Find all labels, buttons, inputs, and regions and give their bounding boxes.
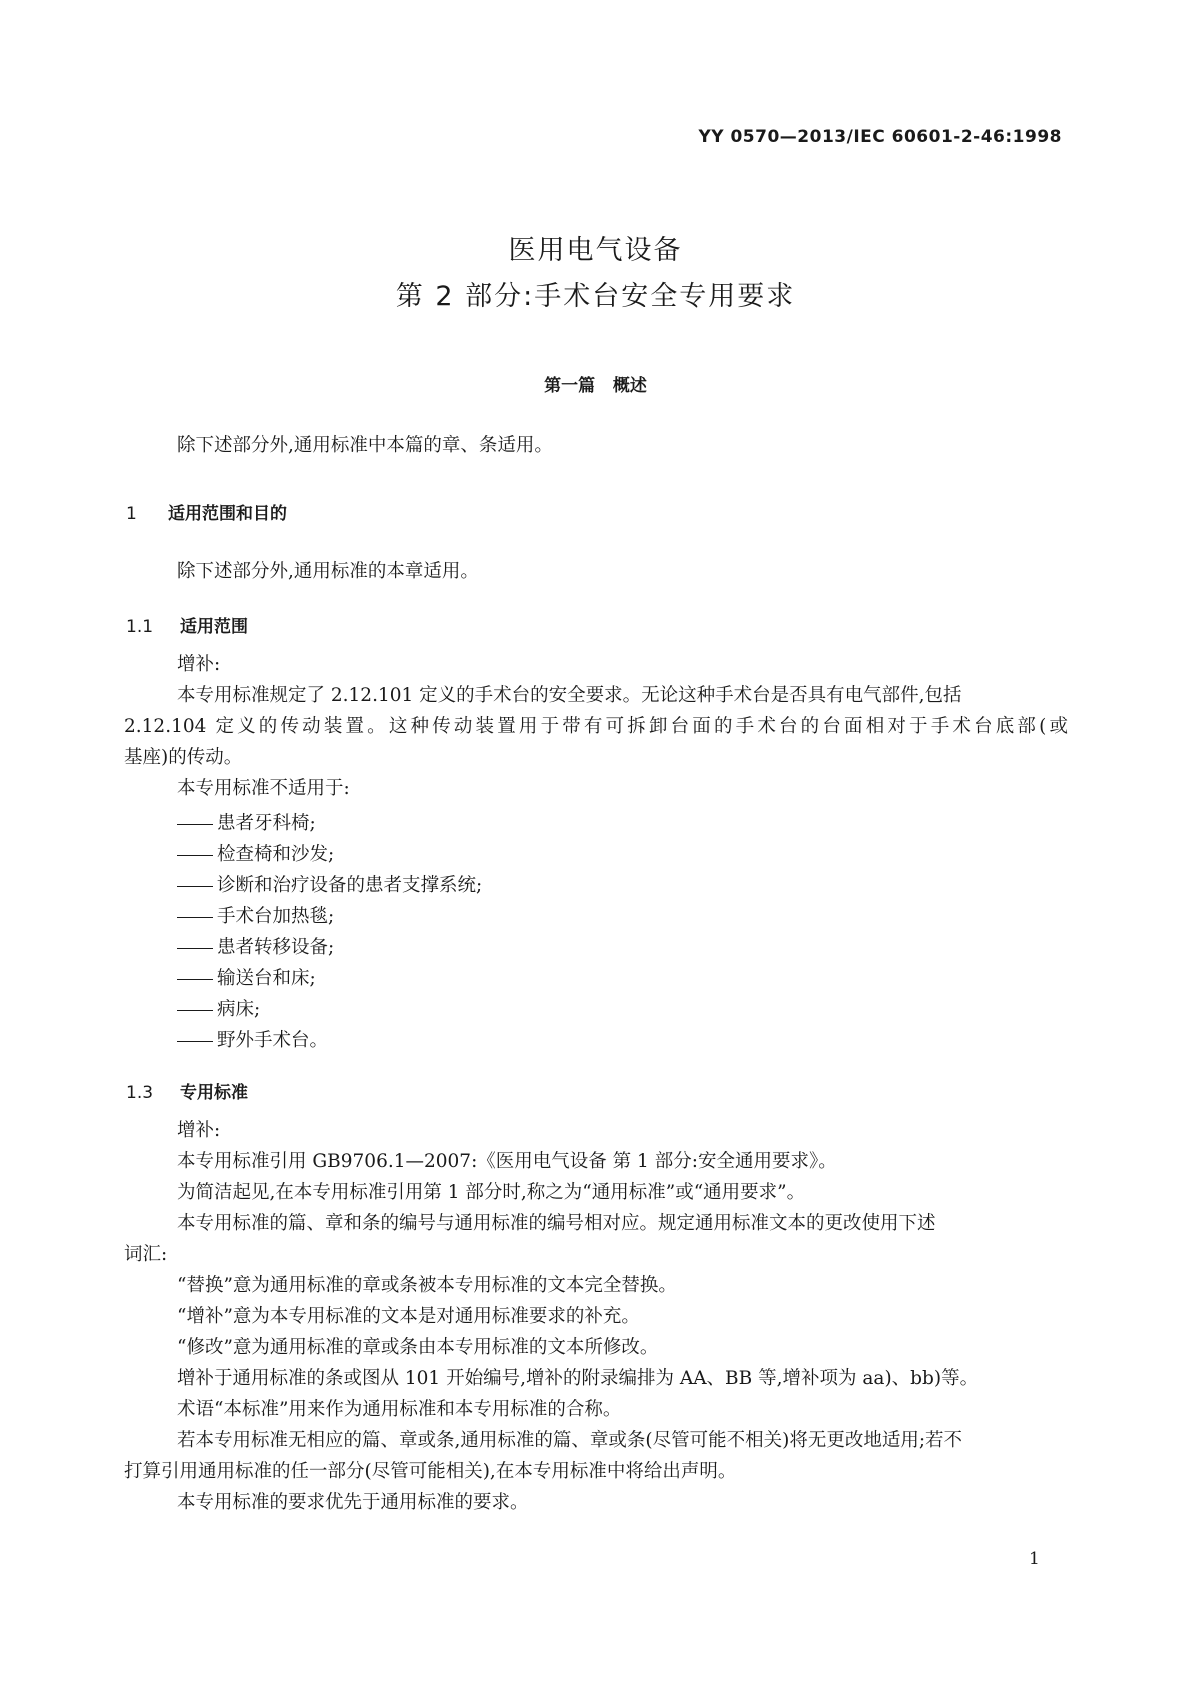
exclusion-text: 患者牙科椅; [217,813,316,834]
section-1-1-title: 适用范围 [180,617,248,637]
section-1-3-line: 本专用标准引用 GB9706.1—2007:《医用电气设备 第 1 部分:安全通用要求》。 [177,1151,837,1172]
dash-marker [177,814,217,835]
dash-marker [177,907,217,928]
standard-code: YY 0570—2013/IEC 60601-2-46:1998 [698,127,1062,147]
dash-marker [177,969,217,990]
section-1-3-line: 词汇: [124,1244,168,1265]
section-1-3-line: 打算引用通用标准的任一部分(尽管可能相关),在本专用标准中将给出声明。 [124,1461,737,1482]
exclusion-item [177,1026,328,1052]
section-1-3-line: 为简洁起见,在本专用标准引用第 1 部分时,称之为“通用标准”或“通用要求”。 [177,1182,806,1203]
section-1-1-para-line-3: 基座)的传动。 [124,747,243,768]
exclusion-text: 输送台和床; [217,968,316,989]
section-1-3-number: 1.3 [126,1083,154,1103]
section-1-3-line: 若本专用标准无相应的篇、章或条,通用标准的篇、章或条(尽管可能不相关)将无更改地适用;若不 [177,1430,963,1451]
section-1-text: 除下述部分外,通用标准的本章适用。 [177,561,479,582]
section-1-1-number: 1.1 [126,617,154,637]
exclusion-text: 诊断和治疗设备的患者支撑系统; [217,875,483,896]
section-1-3-line: 增补于通用标准的条或图从 101 开始编号,增补的附录编排为 AA、BB 等,增补项为 aa)、bb)等。 [177,1368,979,1389]
section-1-3-title: 专用标准 [180,1083,248,1103]
section-1-3-line: “增补”意为本专用标准的文本是对通用标准要求的补充。 [177,1306,640,1327]
section-1-1-heading [126,612,248,637]
exclusion-item [177,995,260,1021]
exclusion-text: 病床; [217,999,261,1020]
exclusion-item [177,964,316,990]
dash-marker [177,845,217,866]
dash-marker [177,876,217,897]
exclusion-text: 检查椅和沙发; [217,844,335,865]
section-1-title: 适用范围和目的 [168,504,287,524]
section-1-1-addendum: 增补: [177,654,221,675]
section-1-3-line: “替换”意为通用标准的章或条被本专用标准的文本完全替换。 [177,1275,677,1296]
exclusion-item [177,902,334,928]
intro-text: 除下述部分外,通用标准中本篇的章、条适用。 [177,435,553,456]
exclusion-item [177,933,334,959]
section-1-3-line: 本专用标准的篇、章和条的编号与通用标准的编号相对应。规定通用标准文本的更改使用下述 [177,1213,936,1234]
exclusion-text: 患者转移设备; [217,937,335,958]
section-1-number: 1 [126,504,137,524]
exclusion-item [177,840,334,866]
part-heading: 第一篇 概述 [544,376,647,396]
exclusion-item [177,871,482,897]
section-1-3-line: 本专用标准的要求优先于通用标准的要求。 [177,1492,529,1513]
section-1-3-heading [126,1078,248,1103]
section-1-3-addendum: 增补: [177,1120,221,1141]
dash-marker [177,1031,217,1052]
document-title-line-1: 医用电气设备 [508,235,683,266]
section-1-heading [126,499,287,524]
document-title-line-2: 第 2 部分:手术台安全专用要求 [395,281,796,312]
dash-marker [177,1000,217,1021]
dash-marker [177,938,217,959]
exclusion-item [177,809,316,835]
exclusion-text: 手术台加热毯; [217,906,335,927]
section-1-3-line: “修改”意为通用标准的章或条由本专用标准的文本所修改。 [177,1337,659,1358]
page-number: 1 [1029,1549,1040,1569]
section-1-1-para-line-2: 2.12.104 定义的传动装置。这种传动装置用于带有可拆卸台面的手术台的台面相对于手术台底部(或 [124,716,1068,737]
not-applicable-intro: 本专用标准不适用于: [177,778,350,799]
exclusion-text: 野外手术台。 [217,1030,329,1051]
section-1-1-para-line-1: 本专用标准规定了 2.12.101 定义的手术台的安全要求。无论这种手术台是否具有电气部件,包括 [177,685,962,706]
section-1-3-line: 术语“本标准”用来作为通用标准和本专用标准的合称。 [177,1399,622,1420]
